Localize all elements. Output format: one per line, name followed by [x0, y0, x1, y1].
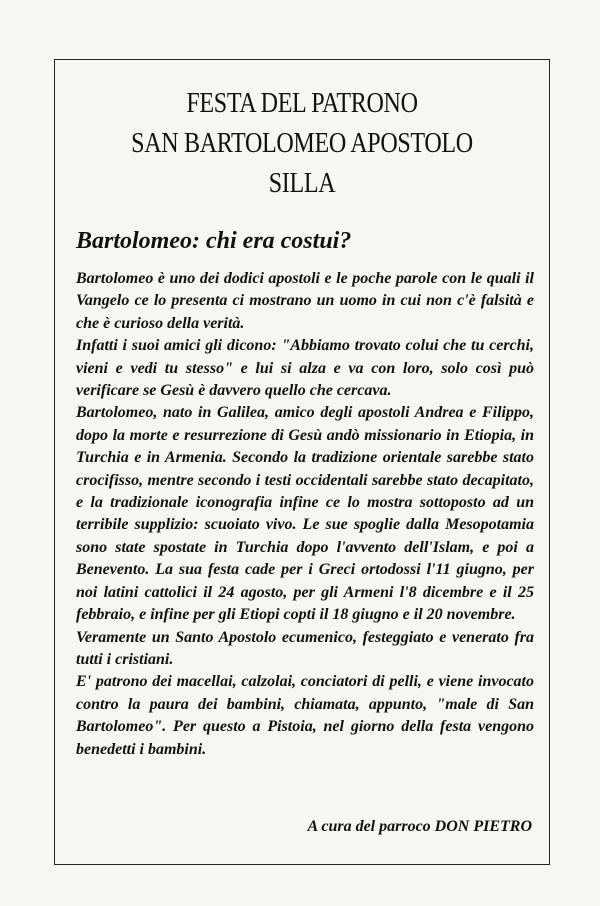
title-block	[54, 84, 550, 204]
title-line-saint: SAN BARTOLOMEO APOSTOLO	[131, 128, 473, 159]
title-line-festa: FESTA DEL PATRONO	[186, 88, 418, 119]
paragraph-ecumenical: Veramente un Santo Apostolo ecumenico, festeggiato e venerato fra tutti i cristiani.	[76, 628, 534, 668]
paragraph-history: Bartolomeo, nato in Galilea, amico degli apostoli Andrea e Filippo, dopo la morte e resurrezione di Gesù andò missionario in Etiopia, in Turchia e in Armenia. Secondo la tradizione orientale sarebbe stato crocifisso, mentre secondo i testi occidentali sarebbe stato decapitato, e la tradizionale iconografia infine ce lo mostra sottoposto ad un terribile supplizio: scuoiato vivo. Le sue spoglie dalla Mesopotamia sono state spostate in Turchia dopo l'avvento dell'Islam, e poi a Benevento. La sua festa cade per i Greci ortodossi l'11 giugno, per noi latini cattolici il 24 agosto, per gli Armeni l'8 dicembre e il 25 febbraio, e infine per gli Etiopi copti il 18 giugno e il 20 novembre.	[76, 404, 534, 624]
title-line-place: SILLA	[268, 168, 336, 199]
paragraph-friends: Infatti i suoi amici gli dicono: "Abbiamo trovato colui che tu cerchi, vieni e vedi tu stesso" e lui si alza e va con loro, solo così può verificare se Gesù è davvero quello che cercava.	[76, 337, 534, 400]
paragraph-patronage: E' patrono dei macellai, calzolai, conciatori di pelli, e viene invocato contro la paura dei bambini, chiamata, appunto, "male di San Bartolomeo". Per questo a Pistoia, nel giorno della festa vengono benedetti i bambini.	[76, 673, 534, 758]
paragraph-intro: Bartolomeo è uno dei dodici apostoli e le poche parole con le quali il Vangelo ce lo presenta ci mostrano un uomo in cui non c'è falsità e che è curioso della verità.	[76, 270, 534, 332]
section-heading: Bartolomeo: chi era costui?	[76, 228, 352, 254]
signature: A cura del parroco DON PIETRO	[307, 818, 532, 835]
body-text	[76, 268, 534, 761]
